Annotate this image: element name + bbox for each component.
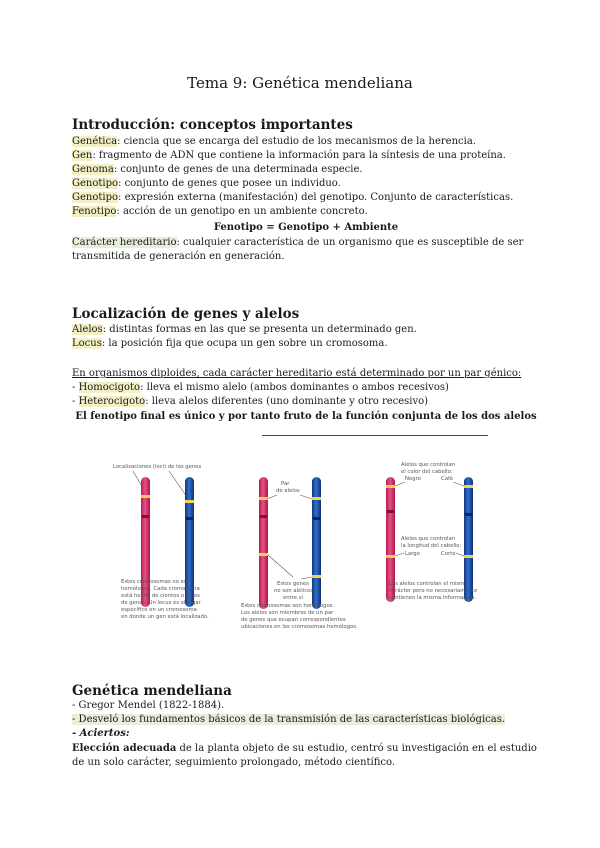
term: Homocigoto	[78, 382, 141, 393]
panel-loci	[113, 464, 209, 620]
def-alelos	[72, 323, 417, 337]
term: Alelos	[72, 324, 103, 335]
section-heading-localizacion: Localización de genes y alelos	[72, 306, 300, 322]
eleccion-term: Elección adecuada	[72, 743, 177, 754]
caption-line: homólogos. Cada cromosoma	[121, 586, 200, 592]
dash: -	[72, 382, 79, 393]
gene-locus	[464, 485, 473, 488]
definition: : conjunto de genes que posee un individuo.	[118, 178, 341, 189]
caption-line: Estos cromosomas son homólogos.	[241, 603, 335, 609]
section-heading-mendel: Genética mendeliana	[72, 683, 232, 699]
caption-line: Los alelos controlan el mismo	[389, 581, 468, 587]
definition: : expresión externa (manifestación) del genotipo. Conjunto de características.	[118, 192, 514, 203]
caption-line: ubicaciones en los cromosomas homólogos.	[241, 624, 358, 630]
def-heterocigoto	[72, 395, 428, 409]
label-corto: Corto	[441, 551, 456, 557]
def-genoma	[72, 163, 363, 177]
caption-line: Estos cromosomas no son	[121, 579, 190, 585]
definition: : distintas formas en las que se presenta un determinado gen.	[102, 324, 417, 335]
term: Gen	[72, 150, 93, 161]
term: Heterocigoto	[78, 396, 146, 407]
caption-line: específico en un cromosoma	[121, 607, 197, 613]
caption-line: de genes. Un locus es el lugar	[121, 600, 201, 606]
gene-locus	[386, 555, 395, 558]
blue-chromosome	[312, 477, 321, 609]
term: Genoma	[72, 164, 114, 175]
label-no-alelicos: entre sí	[283, 595, 303, 601]
definition: : acción de un genotipo en un ambiente concreto.	[116, 206, 368, 217]
gene-locus	[141, 495, 150, 498]
definition: : ciencia que se encarga del estudio de los mecanismos de la herencia.	[117, 136, 476, 147]
mendel-line	[72, 713, 505, 727]
label-no-alelicos: Estos genes	[277, 581, 309, 587]
gene-locus	[185, 500, 194, 503]
panel-alelos	[241, 477, 358, 630]
fenotipo-final-statement: El fenotipo final es único y por tanto fruto de la función conjunta de los dos alelos	[75, 411, 537, 422]
def-fenotipo	[72, 205, 368, 219]
label-par: de alelos	[276, 488, 300, 494]
def-gen	[72, 149, 506, 163]
section-heading-intro: Introducción: conceptos importantes	[72, 117, 353, 133]
def-genotipo-2	[72, 191, 513, 205]
pink-chromosome	[259, 477, 268, 609]
def-homocigoto	[72, 381, 449, 395]
term: Carácter hereditario	[72, 237, 177, 248]
label-par: Par	[281, 481, 290, 487]
definition: : fragmento de ADN que contiene la información para la síntesis de una proteína.	[92, 150, 506, 161]
term: Locus	[72, 338, 102, 349]
diploid-statement: En organismos diploides, cada carácter hereditario está determinado por un par génico:	[72, 368, 522, 379]
highlighted-text: - Desveló los fundamentos básicos de la transmisión de las características biológicas.	[72, 714, 506, 725]
formula-fenotipo: Fenotipo = Genotipo + Ambiente	[213, 222, 399, 233]
label-negro: Negro	[405, 476, 421, 482]
gene-locus	[312, 497, 321, 500]
caption-line: está hecho de cientos o miles	[121, 593, 200, 599]
label-loci: Localizaciones (loci) de los genes	[113, 464, 202, 470]
mendel-line: - Gregor Mendel (1822-1884).	[72, 700, 225, 711]
caption-line: en donde un gen está localizado.	[121, 614, 209, 620]
definition: : lleva el mismo alelo (ambos dominantes o ambos recesivos)	[140, 382, 449, 393]
page-title: Tema 9: Genética mendeliana	[187, 74, 413, 92]
label-longitud: la longitud del cabello:	[401, 543, 462, 549]
divider-line	[262, 435, 488, 436]
gene-locus	[259, 497, 268, 500]
caption-line: de genes que ocupan correspondientes	[241, 617, 346, 623]
label-longitud: Alelos que controlan	[401, 536, 456, 542]
caption-line: Los alelos son miembros de un par	[241, 610, 334, 616]
gene-locus	[259, 553, 268, 556]
label-color: Alelos que controlan	[401, 462, 456, 468]
caption-line: contienen la misma información.	[389, 595, 476, 601]
chromosome-figure	[105, 455, 505, 645]
aciertos-label: - Aciertos:	[72, 728, 130, 739]
term: Genética	[72, 136, 118, 147]
gene-locus	[464, 555, 473, 558]
label-cafe: Café	[441, 476, 454, 482]
label-largo: Largo	[405, 551, 420, 557]
label-color: el color del cabello:	[401, 469, 453, 475]
def-locus	[72, 337, 388, 351]
caption-line: carácter pero no necesariamente	[389, 588, 478, 594]
panel-control	[386, 462, 477, 602]
eleccion-paragraph	[72, 742, 542, 770]
def-genetica	[72, 135, 476, 149]
gene-locus	[312, 575, 321, 578]
label-no-alelicos: no son alélicos	[274, 588, 314, 594]
gene-locus	[386, 485, 395, 488]
def-caracter-hereditario	[72, 236, 542, 264]
term: Genotipo	[72, 178, 119, 189]
definition: : la posición fija que ocupa un gen sobre un cromosoma.	[101, 338, 388, 349]
term: Fenotipo	[72, 206, 117, 217]
def-genotipo	[72, 177, 341, 191]
definition: : conjunto de genes de una determinada especie.	[113, 164, 363, 175]
definition: : lleva alelos diferentes (uno dominante y otro recesivo)	[145, 396, 429, 407]
definition: : cualquier característica de un organismo que es susceptible de ser transmitida de generación en generación.	[72, 237, 524, 262]
dash: -	[72, 396, 79, 407]
eleccion-text: de la planta objeto de su estudio, centró su investigación en el estudio de un solo carácter, seguimiento prolongado, método científico.	[72, 743, 537, 768]
term: Genotipo	[72, 192, 119, 203]
